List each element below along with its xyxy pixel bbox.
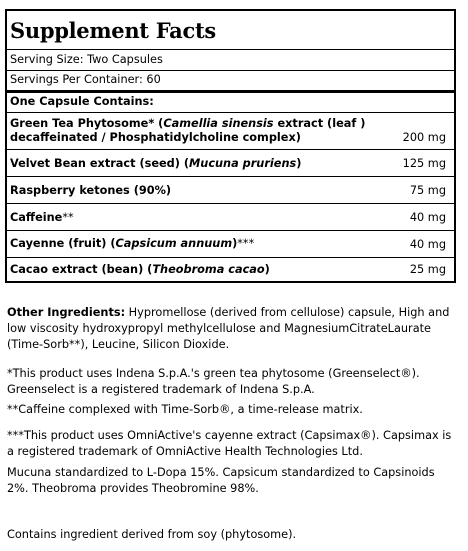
divider — [7, 257, 454, 258]
footnote-capsimax: ***This product uses OmniActive's cayenne extract (Capsimax®). Capsimax is a registered trademark of OmniActive Health Technologies Ltd. — [7, 429, 452, 458]
servings-per-container: Servings Per Container: 60 — [10, 73, 161, 86]
divider — [7, 112, 454, 113]
ingredient-amount: 75 mg — [409, 184, 446, 197]
divider — [7, 49, 454, 50]
ingredient-name: Velvet Bean extract (seed) (Mucuna pruriens) — [10, 157, 302, 170]
supplement-facts-panel — [5, 9, 456, 283]
ingredient-name: Cacao extract (bean) (Theobroma cacao) — [10, 263, 270, 276]
divider — [7, 70, 454, 71]
ingredient-amount: 200 mg — [402, 131, 446, 144]
ingredient-amount: 125 mg — [402, 157, 446, 170]
divider — [7, 149, 454, 150]
panel-title: Supplement Facts — [10, 18, 216, 43]
divider — [7, 203, 454, 204]
ingredient-name: Green Tea Phytosome* (Camellia sinensis extract (leaf ) — [10, 117, 366, 130]
other-ingredients: Other Ingredients: Hypromellose (derived from cellulose) capsule, High and low viscosity hydroxypropyl methylcellulose and MagnesiumCitrateLaurate (Time-Sorb**), Leucine, Silicon Dioxide. — [7, 306, 450, 351]
footnote-caffeine: **Caffeine complexed with Time-Sorb®, a time-release matrix. — [7, 403, 363, 416]
thick-divider — [7, 90, 454, 93]
ingredient-amount: 40 mg — [409, 238, 446, 251]
section-header: One Capsule Contains: — [10, 95, 154, 108]
divider — [7, 176, 454, 177]
soy-note: Contains ingredient derived from soy (phytosome). — [7, 528, 297, 541]
serving-size: Serving Size: Two Capsules — [10, 53, 163, 66]
ingredient-name: Caffeine** — [10, 211, 74, 224]
ingredient-name-line2: decaffeinated / Phosphatidylcholine complex) — [10, 131, 301, 144]
ingredient-name: Cayenne (fruit) (Capsicum annuum)*** — [10, 237, 255, 250]
footnote-greenselect: *This product uses Indena S.p.A.'s green tea phytosome (Greenselect®). Greenselect is a registered trademark of Indena S.p.A. — [7, 367, 420, 396]
divider — [7, 230, 454, 231]
ingredient-amount: 25 mg — [409, 263, 446, 276]
standardization-note: Mucuna standardized to L-Dopa 15%. Capsicum standardized to Capsinoids 2%. Theobroma provides Theobromine 98%. — [7, 466, 435, 495]
ingredient-name: Raspberry ketones (90%) — [10, 184, 172, 197]
ingredient-amount: 40 mg — [409, 211, 446, 224]
